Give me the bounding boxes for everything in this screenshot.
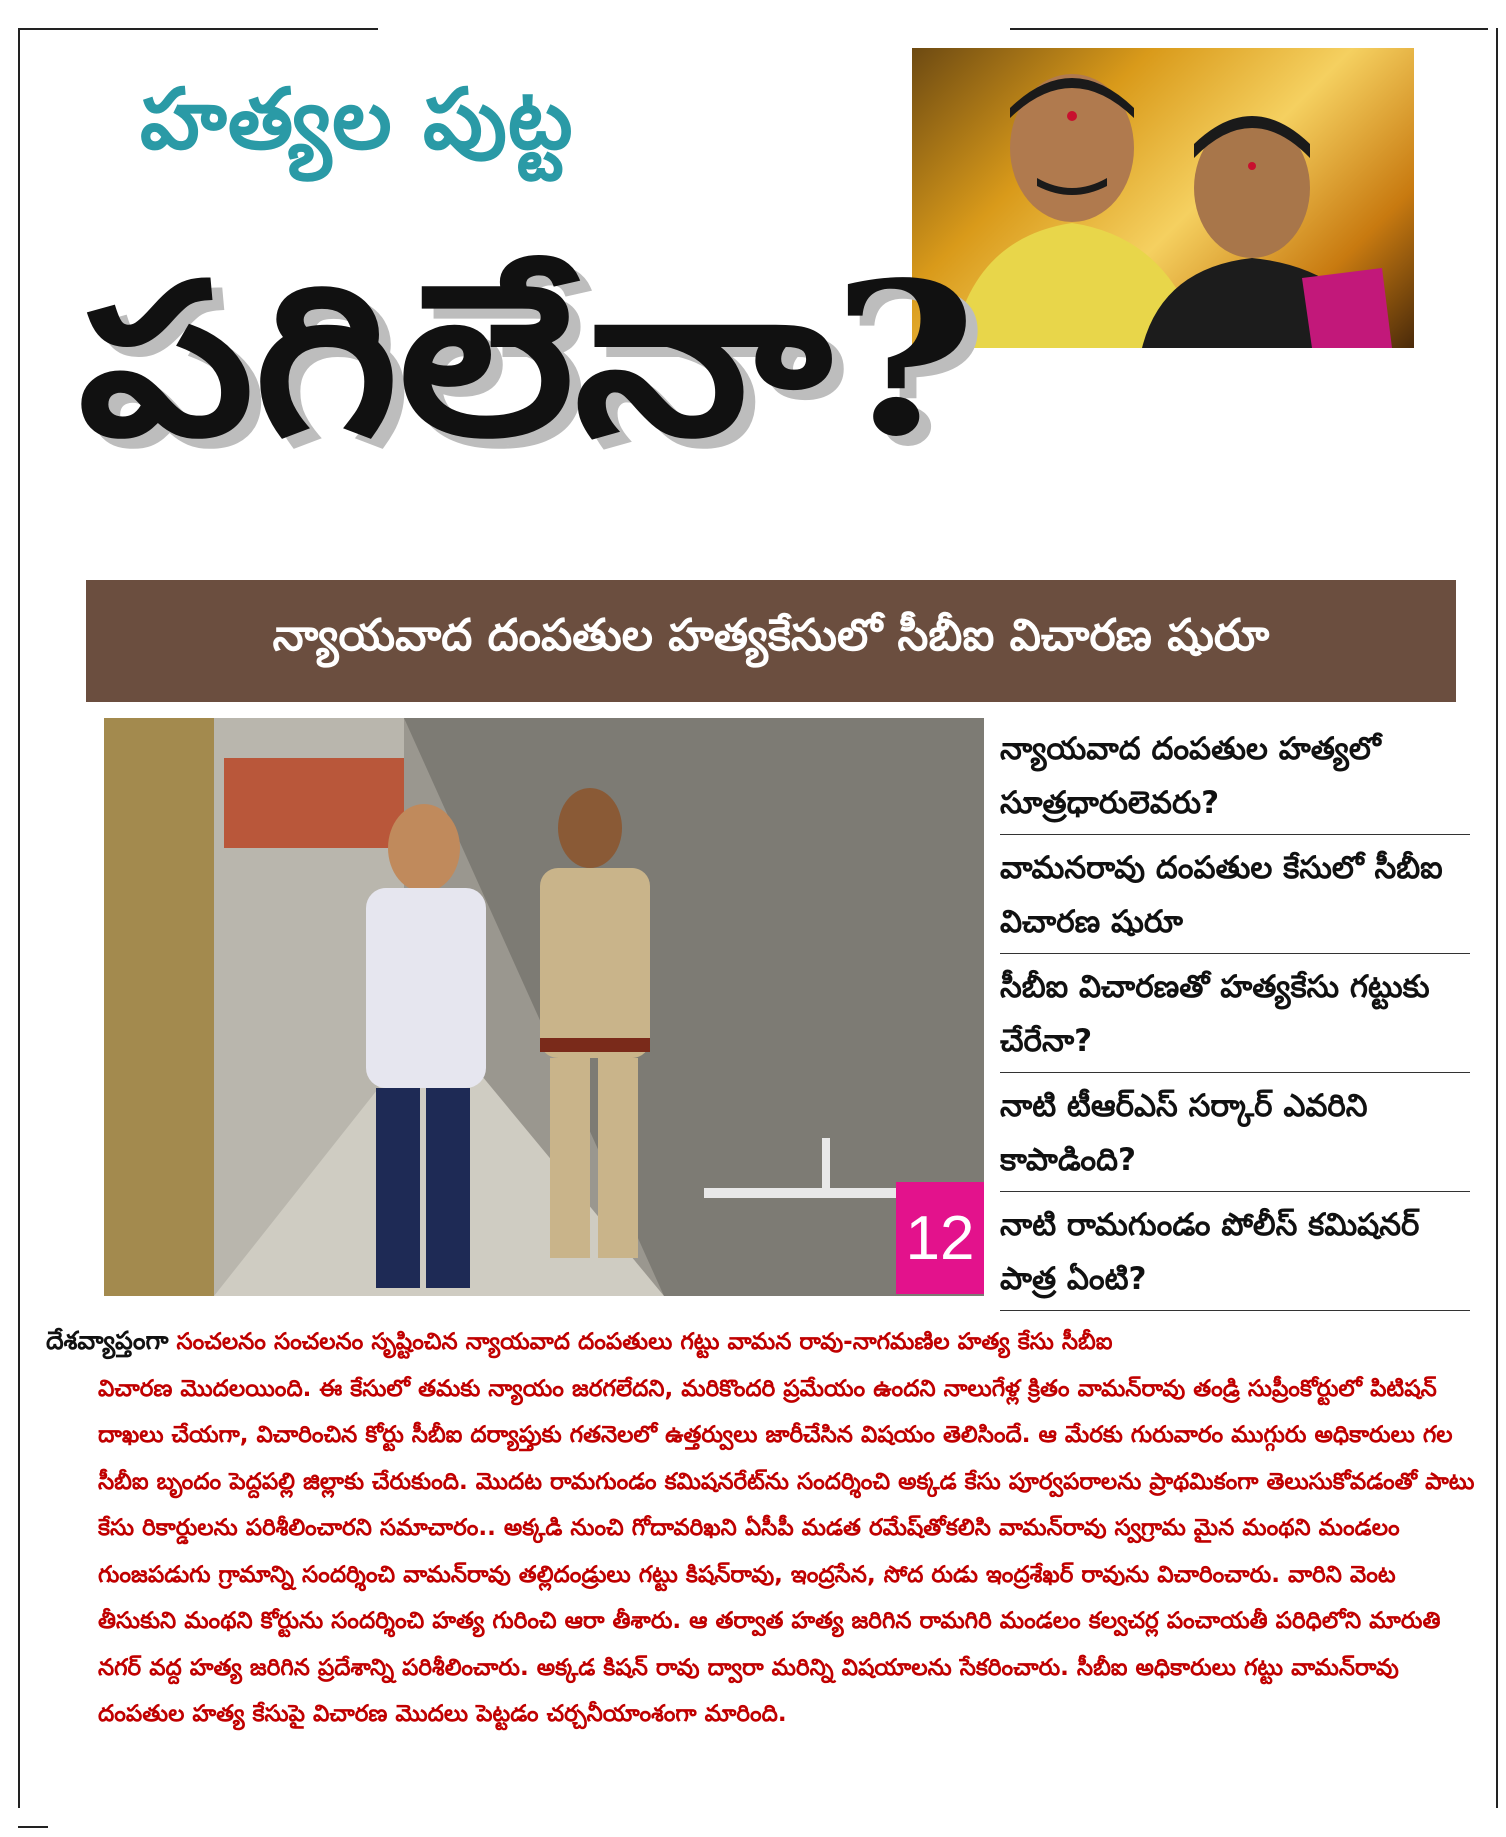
- photo-illustration: [104, 718, 984, 1296]
- question-item: నాటి టీఆర్ఎస్ సర్కార్ ఎవరిని కాపాడింది?: [1000, 1079, 1470, 1192]
- question-item: వామనరావు దంపతుల కేసులో సీబీఐ విచారణ షురూ: [1000, 841, 1470, 954]
- question-item: సీబీఐ విచారణతో హత్యకేసు గట్టుకు చేరేనా?: [1000, 960, 1470, 1073]
- right-border: [1496, 28, 1498, 1808]
- top-rule-right: [1010, 28, 1488, 30]
- article-first-line: [46, 1318, 1476, 1366]
- banner-text: న్యాయవాద దంపతుల హత్యకేసులో సీబీఐ విచారణ షురూ: [272, 610, 1270, 661]
- subheadline-banner: [86, 580, 1456, 702]
- bottom-rule: [18, 1826, 48, 1828]
- article-lead-word: దేశవ్యాప్తంగా: [46, 1326, 169, 1355]
- article-paragraph: విచారణ మొదలయింది. ఈ కేసులో తమకు న్యాయం జరగలేదని, మరికొందరి ప్రమేయం ఉందని నాలుగేళ్ల క్రితం వామన్‌రావు తండ్రి సుప్రీంకోర్టులో పిటిషన్ దాఖలు చేయగా, విచారించిన కోర్టు సీబీఐ దర్యాప్తుకు గతనెలలో ఉత్తర్వులు జారీచేసిన విషయం తెలిసిందే. ఆ మేరకు గురువారం ముగ్గురు అధికారులు గల సీబీఐ బృందం పెద్దపల్లి జిల్లాకు చేరుకుంది. మొదట రామగుండం కమిషనరేట్‌ను సందర్శించి అక్కడ కేసు పూర్వపరాలను ప్రాథమికంగా తెలుసుకోవడంతో పాటు కేసు రికార్డులను పరిశీలించారని సమాచారం.. అక్కడి నుంచి గోదావరిఖని ఏసీపీ మడత రమేష్‌తోకలిసి వామన్‌రావు స్వగ్రామ మైన మంథని మండలం గుంజపడుగు గ్రామాన్ని సందర్శించి వామన్‌రావు తల్లిదండ్రులు గట్టు కిషన్‌రావు, ఇంద్రసేన, సోద రుడు ఇంద్రశేఖర్ రావును విచారించారు. వారిని వెంట తీసుకుని మంథని కోర్టును సందర్శించి హత్య గురించి ఆరా తీశారు. ఆ తర్వాత హత్య జరిగిన రామగిరి మండలం కల్వచర్ల పంచాయతీ పరిధిలోని మారుతి నగర్ వద్ద హత్య జరిగిన ప్రదేశాన్ని పరిశీలించారు. అక్కడ కిషన్ రావు ద్వారా మరిన్ని విషయాలను సేకరించారు. సీబీఐ అధికారులు గట్టు వామన్‌రావు దంపతుల హత్య కేసుపై విచారణ మొదలు పెట్టడం చర్చనీయాంశంగా మారింది.: [98, 1375, 1475, 1727]
- investigation-photo: [104, 718, 984, 1296]
- top-rule-left: [18, 28, 378, 30]
- page-number-badge: [896, 1182, 984, 1294]
- kicker-title: హత్యల పుట్ట: [140, 70, 574, 168]
- question-item: న్యాయవాద దంపతుల హత్యలో సూత్రధారులెవరు?: [1000, 722, 1470, 835]
- couple-portrait-photo: [912, 48, 1414, 348]
- question-item: నాటి రామగుండం పోలీస్ కమిషనర్ పాత్ర ఏంటి?: [1000, 1198, 1470, 1311]
- article-body: [46, 1318, 1476, 1738]
- page-number: 12: [905, 1203, 975, 1273]
- left-border: [18, 28, 20, 1808]
- main-headline: పగిలేనా?: [78, 236, 978, 483]
- portrait-illustration: [912, 48, 1414, 348]
- article-first-line-text: సంచలనం సంచలనం సృష్టించిన న్యాయవాద దంపతులు గట్టు వామన రావు-నాగమణిల హత్య కేసు సీబీఐ: [168, 1329, 1113, 1355]
- questions-list: [1000, 722, 1470, 1317]
